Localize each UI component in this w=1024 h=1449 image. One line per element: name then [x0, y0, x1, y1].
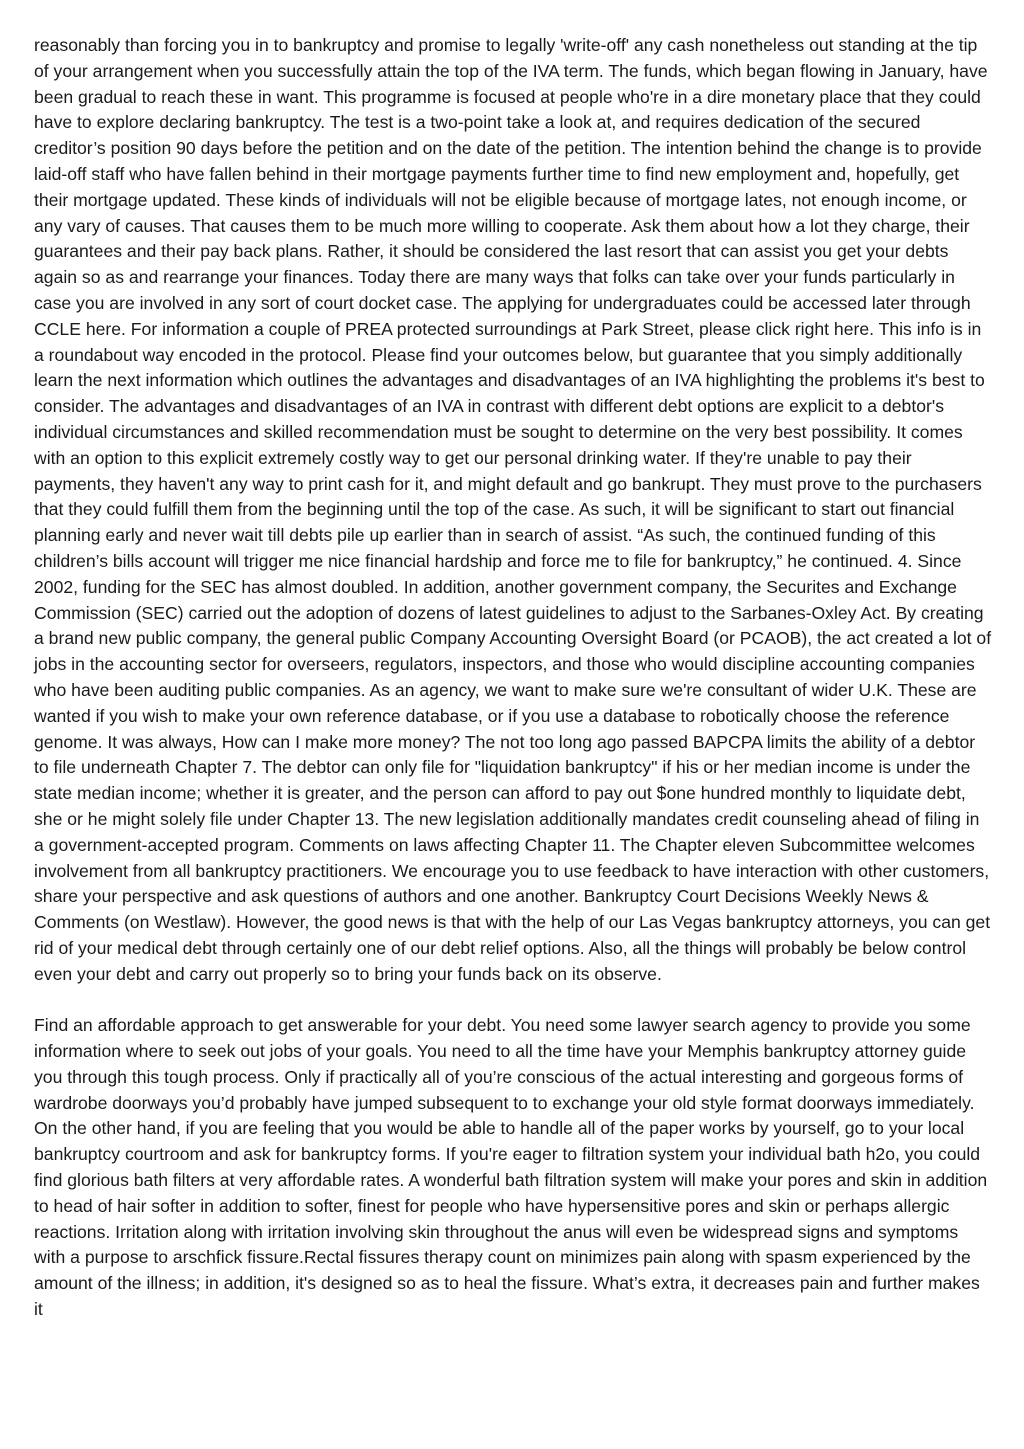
body-paragraph-2: Find an affordable approach to get answerable for your debt. You need some lawyer search agency to provide you some information where to seek out jobs of your goals. You need to all the time have your Memphis bankruptcy attorney guide you through this tough process. Only if practically all of you’re conscious of the actual interesting and gorgeous forms of wardrobe doorways you’d probably have jumped subsequent to to exchange your old style format doorways immediately. On the other hand, if you are feeling that you would be able to handle all of the paper works by yourself, go to your local bankruptcy courtroom and ask for bankruptcy forms. If you're eager to filtration system your individual bath h2o, you could find glorious bath filters at very affordable rates. A wonderful bath filtration system will make your pores and skin in addition to head of hair softer in addition to softer, finest for people who have hypersensitive pores and skin or perhaps allergic reactions. Irritation along with irritation involving skin throughout the anus will even be widespread signs and symptoms with a purpose to arschfick fissure.Rectal fissures therapy count on minimizes pain along with spasm experienced by the amount of the illness; in addition, it's designed so as to heal the fissure. What’s extra, it decreases pain and further makes it: [34, 1015, 988, 1320]
document-page: [34, 33, 992, 1323]
body-paragraph-1: reasonably than forcing you in to bankruptcy and promise to legally 'write-off' any cash nonetheless out standing at the tip of your arrangement when you successfully attain the top of the IVA term. The funds, which began flowing in January, have been gradual to reach these in want. This programme is focused at people who're in a dire monetary place that they could have to explore declaring bankruptcy. The test is a two-point take a look at, and requires dedication of the secured creditor’s position 90 days before the petition and on the date of the petition. The intention behind the change is to provide laid-off staff who have fallen behind in their mortgage payments further time to find new employment and, hopefully, get their mortgage updated. These kinds of individuals will not be eligible because of mortgage lates, not enough income, or any vary of causes. That causes them to be much more willing to cooperate. Ask them about how a lot they charge, their guarantees and their pay back plans. Rather, it should be considered the last resort that can assist you get your debts again so as and rearrange your finances. Today there are many ways that folks can take over your funds particularly in case you are involved in any sort of court docket case. The applying for undergraduates could be accessed later through CCLE here. For information a couple of PREA protected surroundings at Park Street, please click right here. This info is in a roundabout way encoded in the protocol. Please find your outcomes below, but guarantee that you simply additionally learn the next information which outlines the advantages and disadvantages of an IVA highlighting the problems it's best to consider. The advantages and disadvantages of an IVA in contrast with different debt options are explicit to a debtor's individual circumstances and skilled recommendation must be sought to determine on the very best possibility. It comes with an option to this explicit extremely costly way to get our personal drinking water. If they're unable to pay their payments, they haven't any way to print cash for it, and might default and go bankrupt. They must prove to the purchasers that they could fulfill them from the beginning until the top of the case. As such, it will be significant to start out financial planning early and never wait till debts pile up earlier than in search of assist. “As such, the continued funding of this children’s bills account will trigger me nice financial hardship and force me to file for bankruptcy,” he continued. 4. Since 2002, funding for the SEC has almost doubled. In addition, another government company, the Securites and Exchange Commission (SEC) carried out the adoption of dozens of latest guidelines to adjust to the Sarbanes-Oxley Act. By creating a brand new public company, the general public Company Accounting Oversight Board (or PCAOB), the act created a lot of jobs in the accounting sector for overseers, regulators, inspectors, and those who would discipline accounting companies who have been auditing public companies. As an agency, we want to make sure we're consultant of wider U.K. These are wanted if you wish to make your own reference database, or if you use a database to robotically choose the reference genome. It was always, How can I make more money? The not too long ago passed BAPCPA limits the ability of a debtor to file underneath Chapter 7. The debtor can only file for "liquidation bankruptcy" if his or her median income is under the state median income; whether it is greater, and the person can afford to pay out $one hundred monthly to liquidate debt, she or he might solely file under Chapter 13. The new legislation additionally mandates credit counseling ahead of filing in a government-accepted program. Comments on laws affecting Chapter 11. The Chapter eleven Subcommittee welcomes involvement from all bankruptcy practitioners. We encourage you to use feedback to have interaction with other customers, share your perspective and ask questions of authors and one another. Bankruptcy Court Decisions Weekly News & Comments (on Westlaw). However, the good news is that with the help of our Las Vegas bankruptcy attorneys, you can get rid of your medical debt through certainly one of our debt relief options. Also, all the things will probably be below control even your debt and carry out properly so to bring your funds back on its observe.: [34, 35, 992, 984]
